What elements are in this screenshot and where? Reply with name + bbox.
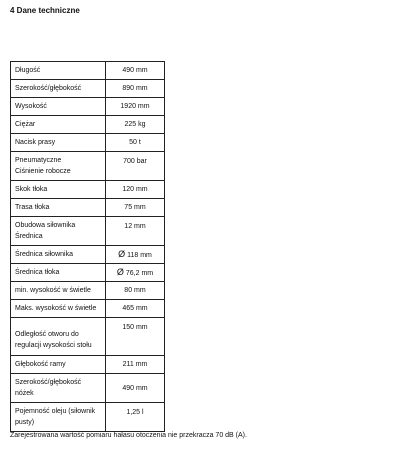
table-row — [11, 98, 165, 116]
row-label: Maks. wysokość w świetle — [11, 300, 106, 318]
diameter-icon: Ø — [116, 266, 124, 277]
row-label: Ciężar — [11, 116, 106, 134]
row-label: Nacisk prasy — [11, 134, 106, 152]
table-row — [11, 356, 165, 374]
table-row — [11, 62, 165, 80]
row-label: Średnica tłoka — [11, 264, 106, 282]
row-label: Długość — [11, 62, 106, 80]
row-value: 490 mm — [106, 62, 165, 80]
row-label: Głębokość ramy — [11, 356, 106, 374]
table-row — [11, 318, 165, 356]
row-label: Obudowa siłownika Średnica — [11, 217, 106, 246]
row-value: 211 mm — [106, 356, 165, 374]
table-row — [11, 374, 165, 403]
row-label: min. wysokość w świetle — [11, 282, 106, 300]
row-value: 490 mm — [106, 374, 165, 403]
row-value: 700 bar — [106, 152, 165, 181]
row-value: Ø 76,2 mm — [106, 264, 165, 282]
row-value: 225 kg — [106, 116, 165, 134]
row-value: 1,25 l — [106, 403, 165, 432]
table-row — [11, 80, 165, 98]
row-label: Szerokość/głębokość — [11, 80, 106, 98]
technical-data-table — [10, 61, 165, 432]
row-value: 50 t — [106, 134, 165, 152]
noise-level-note: Zarejestrowana wartość pomiaru hałasu otoczenia nie przekracza 70 dB (A). — [10, 432, 247, 439]
row-value: 75 mm — [106, 199, 165, 217]
table-row — [11, 181, 165, 199]
table-row — [11, 152, 165, 181]
table-row — [11, 264, 165, 282]
row-label: Odległość otworu do regulacji wysokości stołu — [11, 318, 106, 356]
row-label: Pneumatyczne Ciśnienie robocze — [11, 152, 106, 181]
row-label: Trasa tłoka — [11, 199, 106, 217]
table-row — [11, 246, 165, 264]
row-label: Średnica siłownika — [11, 246, 106, 264]
table-row — [11, 282, 165, 300]
row-label: Szerokość/głębokość nóżek — [11, 374, 106, 403]
row-label: Skok tłoka — [11, 181, 106, 199]
table-row — [11, 217, 165, 246]
table-row — [11, 300, 165, 318]
table-row — [11, 199, 165, 217]
row-value: Ø 118 mm — [106, 246, 165, 264]
row-value: 465 mm — [106, 300, 165, 318]
row-label: Pojemność oleju (siłownik pusty) — [11, 403, 106, 432]
row-value: 1920 mm — [106, 98, 165, 116]
row-value: 12 mm — [106, 217, 165, 246]
row-value: 120 mm — [106, 181, 165, 199]
row-value: 80 mm — [106, 282, 165, 300]
diameter-icon: Ø — [118, 248, 126, 259]
section-heading: 4 Dane techniczne — [10, 6, 80, 15]
row-value: 890 mm — [106, 80, 165, 98]
table-row — [11, 116, 165, 134]
table-row — [11, 403, 165, 432]
row-value: 150 mm — [106, 318, 165, 356]
row-label: Wysokość — [11, 98, 106, 116]
table-row — [11, 134, 165, 152]
